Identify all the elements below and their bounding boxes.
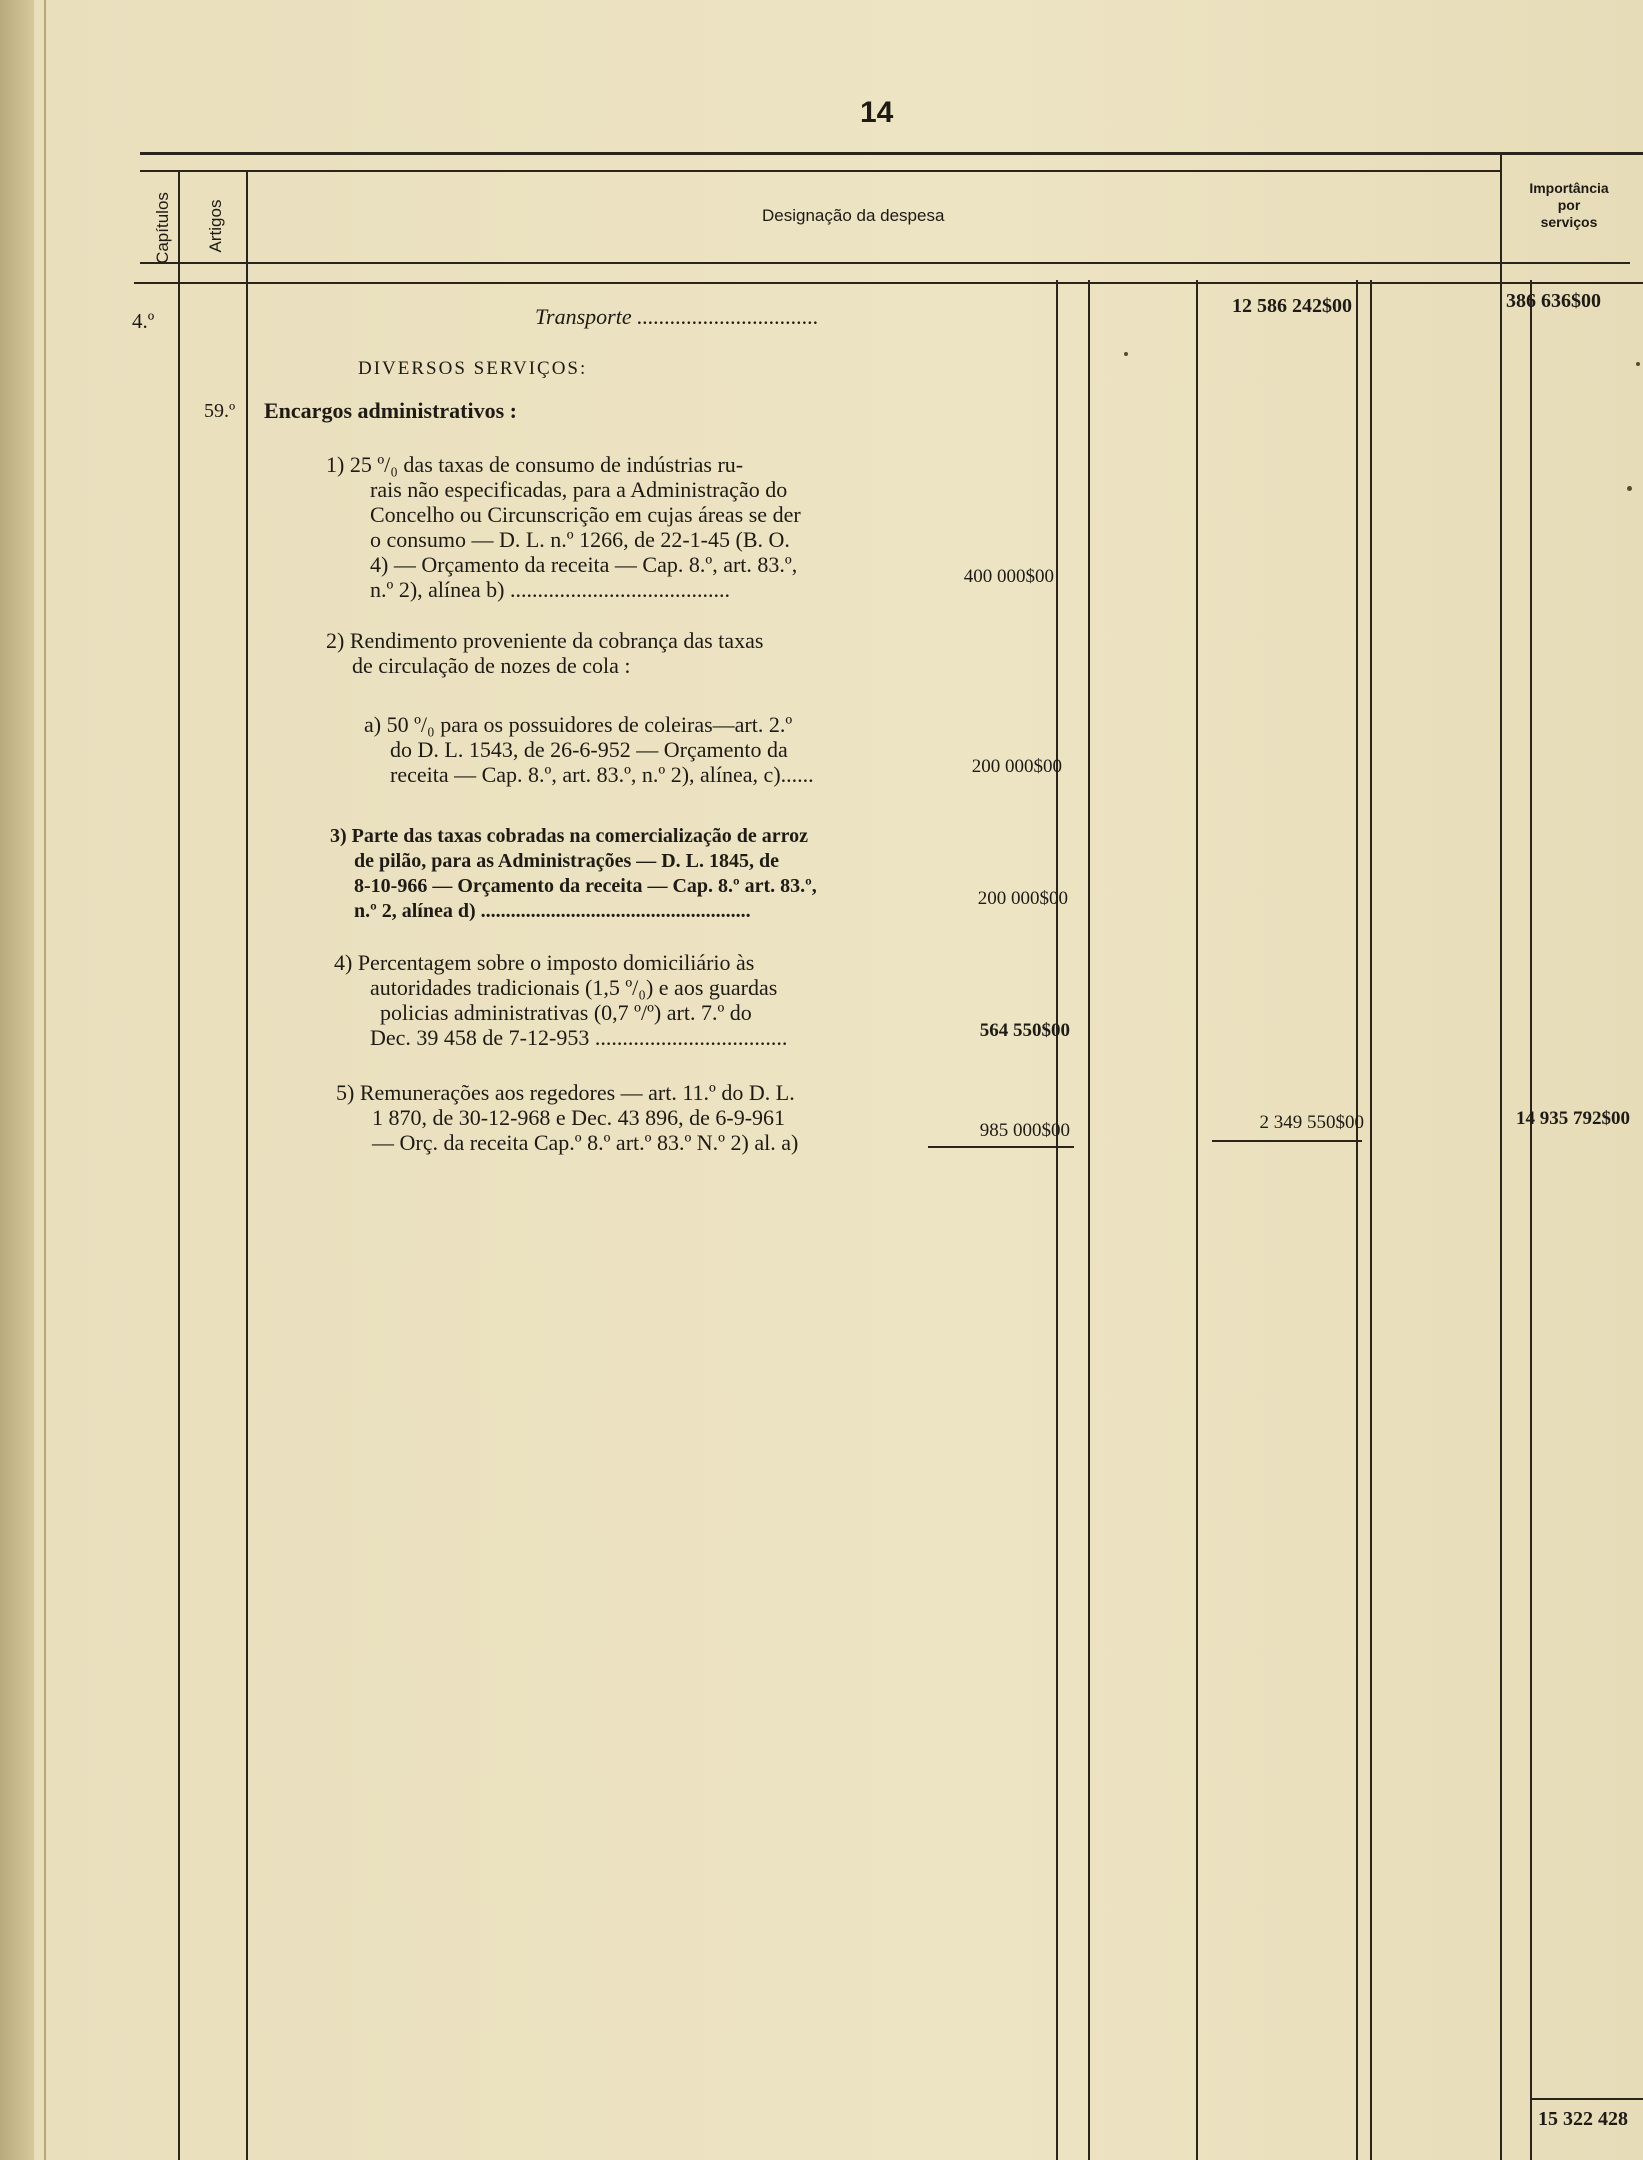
col-rule-amount1-right — [1088, 280, 1090, 2160]
item-3-amount: 200 000$00 — [977, 888, 1068, 909]
item-4-text: 4) Percentagem sobre o imposto domiciliário às autoridades tradicionais (1,5 º/₀) e aos guardas policias administrativas (0,7 º/º) art. 7.º do Dec. 39 458 de 7-12-953 ................................... — [334, 950, 788, 1050]
item-4-amount: 564 550$00 — [979, 1020, 1070, 1041]
header-bottom-rule-2 — [134, 282, 1643, 284]
col-rule-artigos-left — [178, 170, 180, 2160]
ink-speck — [1124, 352, 1128, 356]
book-spine — [0, 0, 34, 2160]
article-subtotal-underline — [1212, 1140, 1362, 1142]
transport-subtotal: 12 586 242$00 — [1232, 295, 1352, 317]
col-rule-amount2-left — [1196, 280, 1198, 2160]
item-2a-amount: 200 000$00 — [971, 756, 1062, 777]
col-rule-amount2-right — [1356, 280, 1358, 2160]
col-rule-service-left — [1500, 152, 1502, 2160]
item-2a-text: a) 50 º/₀ para os possuidores de coleiras—art. 2.º do D. L. 1543, de 26-6-952 — Orçamento da receita — Cap. 8.º, art. 83.º, n.º 2), alínea, c)...... — [364, 712, 814, 787]
page-edge-line — [44, 0, 46, 2160]
item-2-text: 2) Rendimento proveniente da cobrança das taxas de circulação de nozes de cola : — [326, 628, 764, 678]
article-number: 59.º — [204, 400, 236, 422]
transport-service-amount: 386 636$00 — [1506, 290, 1601, 312]
ink-speck — [1636, 362, 1640, 366]
transport-label: Transporte ................................. — [535, 304, 819, 329]
article-subtotal: 2 349 550$00 — [1259, 1112, 1364, 1133]
article-title: Encargos administrativos : — [264, 398, 517, 423]
item-1-text: 1) 25 º/₀ das taxas de consumo de indústrias ru- rais não especificadas, para a Administração do Concelho ou Circunscrição em cujas áreas se der o consumo — D. L. n.º 1266, de 22-1-45 (B. O. 4) — Orçamento da receita — Cap. 8.º, art. 83.º, n.º 2), alínea b) ........................................ — [326, 452, 801, 602]
bottom-total: 15 322 428 — [1538, 2108, 1628, 2130]
header-artigos: Artigos — [206, 199, 225, 253]
item-5-underline — [928, 1146, 1074, 1148]
header-designacao: Designação da despesa — [762, 206, 945, 225]
col-rule-desc-right — [1056, 280, 1058, 2160]
col-rule-artigos-right — [246, 170, 248, 2160]
page-number: 14 — [860, 96, 894, 129]
header-top-rule — [140, 152, 1643, 155]
item-5-amount: 985 000$00 — [979, 1120, 1070, 1141]
item-5-text: 5) Remunerações aos regedores — art. 11.º do D. L. 1 870, de 30-12-968 e Dec. 43 896, de 6-9-961 — Orç. da receita Cap.º 8.º art.º 83.º N.º 2) al. a) — [336, 1080, 799, 1155]
chapter-number: 4.º — [132, 309, 155, 333]
col-rule-amount3-right — [1370, 280, 1372, 2160]
section-title: DIVERSOS SERVIÇOS: — [358, 358, 588, 379]
col-rule-service-inner — [1530, 280, 1532, 2160]
item-3-text: 3) Parte das taxas cobradas na comercialização de arroz de pilão, para as Administrações — D. L. 1845, de 8-10-966 — Orçamento da receita — Cap. 8.º art. 83.º, n.º 2, alínea d) ...................................................... — [330, 825, 817, 922]
ink-speck — [1627, 486, 1632, 491]
header-importancia: Importância por serviços — [1529, 180, 1609, 230]
header-top-rule-thin — [140, 170, 1500, 172]
header-capitulos: Capítulos — [153, 192, 172, 264]
bottom-total-rule — [1530, 2098, 1643, 2100]
header-bottom-rule — [140, 262, 1630, 264]
service-total: 14 935 792$00 — [1516, 1108, 1630, 1129]
item-1-amount: 400 000$00 — [963, 566, 1054, 587]
